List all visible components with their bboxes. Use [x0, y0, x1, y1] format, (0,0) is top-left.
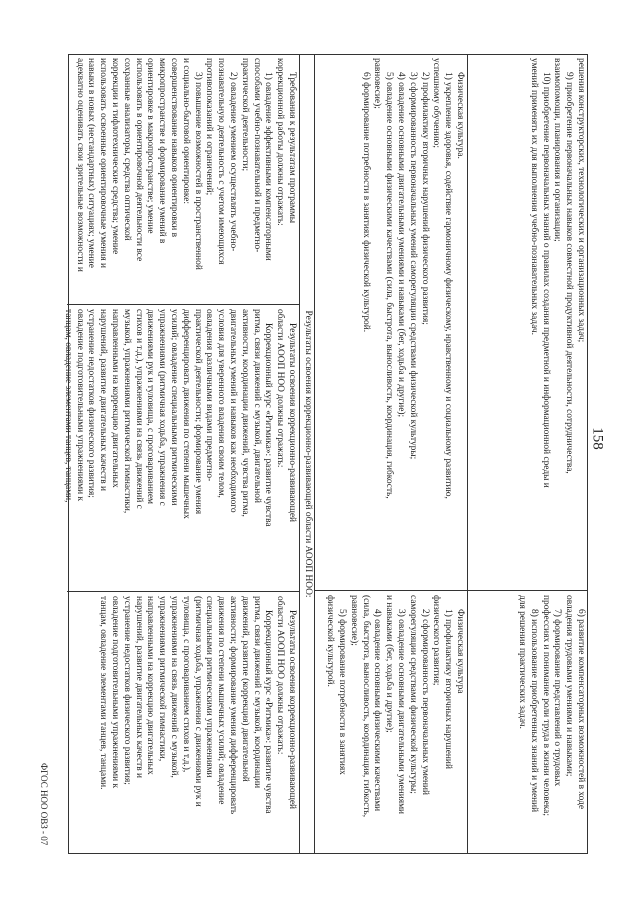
pe-left-cell [315, 54, 467, 591]
text-line: активности; формирование умения дифференцировать [228, 596, 239, 815]
text-line: овладение подготовительными упражнениями к [110, 596, 121, 789]
requirements-right-cell [67, 592, 299, 854]
text-line: устранение недостатков физического развития; [86, 309, 97, 498]
text-line: физической культурой. [325, 595, 336, 687]
text-line: стихов и т.д.), упражнениями на связь движений с [133, 309, 144, 509]
text-line: физического развития; [431, 595, 442, 686]
text-line: нарушений, развитие двигательных качеств и [133, 596, 144, 779]
text-line: 1) профилактику вторичных нарушений [443, 609, 454, 769]
requirements-middle-cell [62, 305, 299, 592]
text-line: ритма, связи движений с музыкой, координации [251, 596, 262, 789]
text-line: адекватно оценивать свои зрительные возможности и [74, 58, 85, 272]
text-line: области АООП НОО должны отражать: [275, 309, 286, 468]
text-line: условия для уверенного владения своим телом, [216, 309, 227, 498]
text-line: 2) профилактику вторичных нарушений физического развития; [419, 72, 430, 325]
text-line: упражнениями на связь движений с музыкой, [169, 596, 180, 778]
page-number: 158 [589, 427, 606, 450]
text-line: 1) укрепление здоровья, содействие гармоничному физическому, нравственному и социальному развитию, [443, 72, 454, 499]
text-line: для решения практических задач. [517, 595, 528, 729]
text-line: Требования к результатам программы [287, 72, 297, 224]
requirements-row [62, 54, 299, 854]
top-right-cell [468, 591, 588, 854]
text-line: овладения различными видами предметно- [204, 309, 215, 482]
text-line: 5) овладение основными физическими качествами (сила, быстрота, выносливость, координация, гибкость, [384, 72, 395, 499]
text-line: туловища, с проговариванием стихов и т.д.), [180, 596, 191, 773]
text-line: овладения трудовыми умениями и навыками; [564, 595, 575, 777]
text-line: направленными на коррекцию двигательных [145, 596, 156, 775]
text-line: успешному обучению; [431, 58, 442, 149]
text-line: использовать в ориентировочной деятельности все [133, 58, 144, 262]
physical-education-row [314, 54, 467, 854]
top-left-cell [468, 54, 588, 591]
text-line: коррекции и тифлотехнические средства; умение [110, 58, 121, 255]
text-line: 10) приобретение первоначальных знаний о правилах создания предметной и информационной среды и [540, 72, 551, 488]
text-line: 4) овладение основными двигательными умениями и навыками (бег, ходьба и другие); [396, 72, 407, 418]
text-line: 7) формирование представлений о трудовых [552, 609, 563, 787]
text-line: способами учебно-познавательной и предметно- [251, 58, 262, 253]
text-line: 3) сформированность первоначальных умений саморегуляции средствами физической культуры; [407, 72, 418, 460]
text-line: овладение подготовительными упражнениями к [74, 309, 85, 502]
rotated-document-table [62, 54, 588, 854]
section-header-row [299, 54, 314, 854]
text-line: Физическая культура [455, 609, 465, 694]
text-line: 2) сформированность первоначальных умений [419, 609, 430, 796]
text-line: упражнениями (ритмичная ходьба, упражнения с [157, 309, 168, 506]
text-line: активности, координации движений, чувства ритма, [239, 309, 250, 517]
text-line: движений, развитие (коррекция) двигательной [239, 596, 250, 782]
text-line: Коррекционный курс «Ритмика»: развитие чувства [263, 323, 274, 527]
text-line: микропространстве и формирование умений в [157, 58, 168, 244]
text-line: устранение недостатков физического развития; [121, 596, 132, 785]
text-line: равновесие); [348, 595, 359, 646]
text-line: использовать освоенные ориентировочные умения и [98, 58, 109, 268]
text-line: нарушений, развитие двигательных качеств и [98, 309, 109, 492]
text-line: и навыками (бег, ходьба и другие); [384, 595, 395, 733]
text-line: упражнениями ритмической гимнастики, [157, 596, 168, 762]
text-line: противопоказаний и ограничений; [204, 58, 215, 196]
text-line: коррекционной работы должны отражать: [275, 58, 286, 226]
text-line: 1) овладение эффективными компенсаторными [263, 72, 274, 261]
text-line: танцам, овладение элементами танцев, танцами, [62, 309, 73, 503]
text-line: (сила, быстрота, выносливость, координация, гибкость, [360, 595, 371, 818]
text-line: ритма, связи движений с музыкой, двигательной [251, 309, 262, 503]
text-line: умений применять их для выполнения учебно-познавательных задач. [528, 58, 539, 335]
text-line: практической деятельности; [239, 58, 250, 172]
text-line: 6) формирование потребности в занятиях физической культурой. [360, 72, 371, 333]
top-row [467, 54, 588, 854]
text-line: музыкой, упражнениями ритмической гимнастики, [121, 309, 132, 514]
footer-code: ФГОС НОО ОВЗ - 07 [39, 763, 49, 846]
text-line: усилий; овладение специальными ритмическими [169, 309, 180, 506]
text-line: взаимопомощи, планирования и организации; [552, 58, 563, 242]
text-line: 5) формирование потребности в занятиях [337, 609, 348, 775]
requirements-left-cell [67, 54, 299, 305]
text-line: Физическая культура. [455, 72, 465, 159]
text-line: специальными ритмическими упражнениями [204, 596, 215, 778]
text-line: совершенствование навыков ориентировки в [169, 58, 180, 238]
text-line: равновесие); [372, 58, 383, 109]
text-line: 2) овладение умением осуществлять учебно- [228, 72, 239, 252]
text-line: двигательных умений и навыков как необходимого [228, 309, 239, 513]
text-line: 3) овладение основными двигательными умениями [396, 609, 407, 815]
text-line: дифференцировать движения по степени мышечных [180, 309, 191, 519]
text-line: (ритмичная ходьба, упражнения с движениями рук и [192, 596, 203, 807]
pe-right-cell [315, 591, 467, 854]
text-line: 8) использование приобретенных знаний и умений [528, 609, 539, 813]
text-line: движения по степени мышечных усилий; овладение [216, 596, 227, 805]
text-line: 6) развитие компенсаторных возможностей в ходе [576, 609, 586, 810]
text-line: навыки в новых (нестандартных) ситуациях; умение [86, 58, 97, 268]
text-line: познавательную деятельность с учетом имеющихся [216, 58, 227, 265]
text-line: решения конструкторских, технологических и организационных задач; [576, 58, 586, 343]
text-line: Результаты освоения коррекционно-развивающей [287, 610, 297, 809]
text-line: сохранные анализаторы, средства оптической [121, 58, 132, 241]
text-line: области АООП НОО должны отражать: [275, 596, 286, 755]
text-line: 3) повышение возможностей в пространственной [192, 72, 203, 270]
text-line: Коррекционный курс «Ритмика»: развитие чувства [263, 610, 274, 814]
text-line: направленными на коррекцию двигательных [110, 309, 121, 488]
text-line: ориентировке в макропространстве; умение [145, 58, 156, 234]
section-header: Результаты освоения коррекционно-развивающей области АООП НОО: [303, 310, 313, 598]
text-line: саморегуляции средствами физической культуры; [407, 595, 418, 794]
text-line: практической деятельности; формирование умения [192, 309, 203, 515]
text-line: танцам, овладение элементами танцев, танцами. [98, 596, 109, 790]
text-line: и социально-бытовой ориентировке: [180, 58, 191, 204]
text-line: 4) овладение основными физическими качествами [372, 609, 383, 812]
text-line: профессиях и понимание роли труда в жизни человека; [540, 595, 551, 816]
text-line: 9) приобретение первоначальных навыков совместной продуктивной деятельности, сотрудничества, [564, 72, 575, 474]
text-line: движениями рук и туловища, с проговариванием [145, 309, 156, 504]
text-line: Результаты освоения коррекционно-развивающей [287, 323, 297, 522]
